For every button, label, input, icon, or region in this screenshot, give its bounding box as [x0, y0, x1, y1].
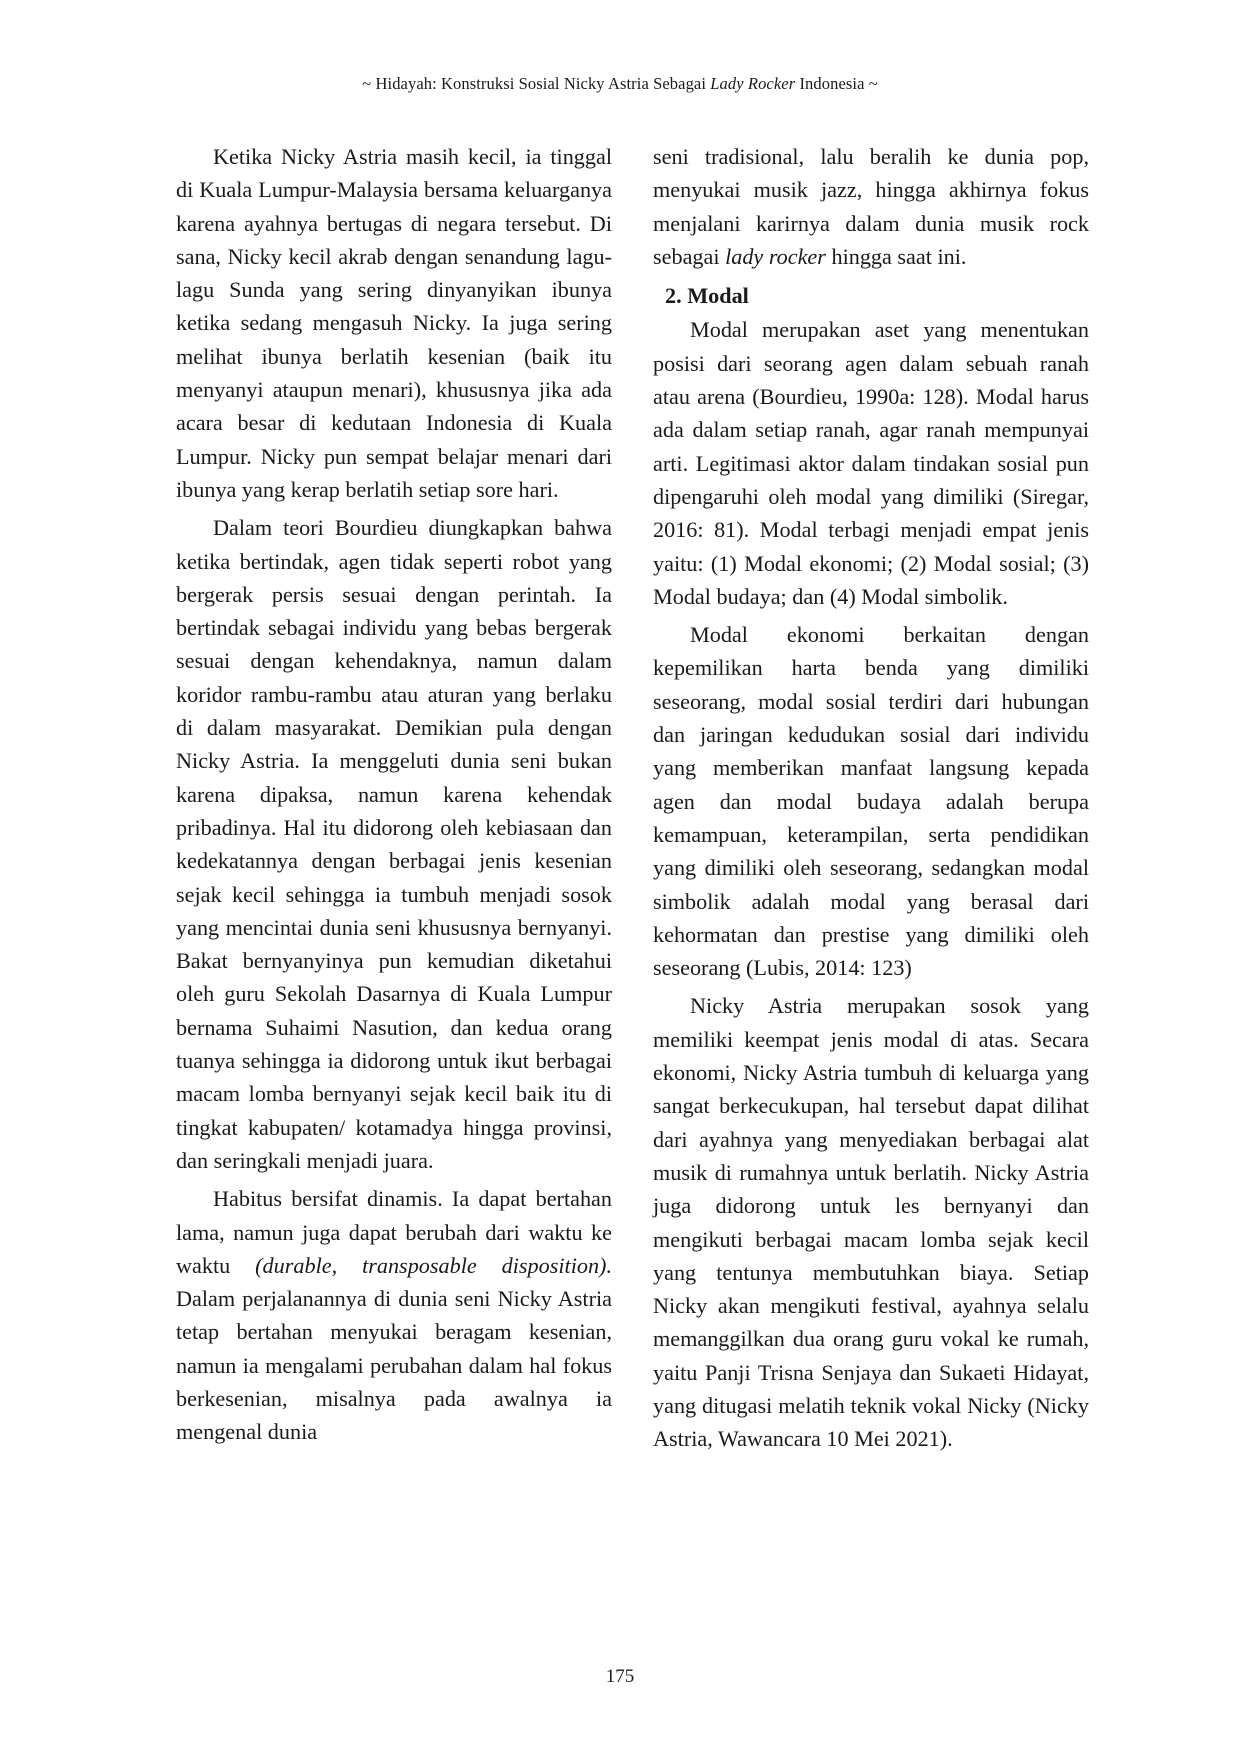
running-header — [0, 74, 1240, 94]
header-prefix: ~ Hidayah: Konstruksi Sosial Nicky Astria Sebagai — [362, 74, 711, 93]
left-paragraph-2: Dalam teori Bourdieu diungkapkan bahwa ketika bertindak, agen tidak seperti robot yang bergerak persis sesuai dengan perintah. Ia bertindak sebagai individu yang bebas bergerak sesuai dengan kehendaknya, namun dalam koridor rambu-rambu atau aturan yang berlaku di dalam masyarakat. Demikian pula dengan Nicky Astria. Ia menggeluti dunia seni bukan karena dipaksa, namun karena kehendak pribadinya. Hal itu didorong oleh kebiasaan dan kedekatannya dengan berbagai jenis kesenian sejak kecil sehingga ia tumbuh menjadi sosok yang mencintai dunia seni khususnya bernyanyi. Bakat bernyanyinya pun kemudian diketahui oleh guru Sekolah Dasarnya di Kuala Lumpur bernama Suhaimi Nasution, dan kedua orang tuanya sehingga ia didorong untuk ikut berbagai macam lomba bernyanyi sejak kecil baik itu di tingkat kabupaten/ kotamadya hingga provinsi, dan seringkali menjadi juara. — [176, 515, 612, 1173]
page-number: 175 — [605, 1666, 635, 1687]
right-paragraph-3: Nicky Astria merupakan sosok yang memiliki keempat jenis modal di atas. Secara ekonomi, Nicky Astria tumbuh di keluarga yang sangat berkecukupan, hal tersebut dapat dilihat dari ayahnya yang menyediakan berbagai alat musik di rumahnya untuk berlatih. Nicky Astria juga didorong untuk les bernyanyi dan mengikuti berbagai macam lomba sejak kecil yang tentunya membutuhkan biaya. Setiap Nicky akan mengikuti festival, ayahnya selalu memanggilkan dua orang guru vokal ke rumah, yaitu Panji Trisna Senjaya dan Sukaeti Hidayat, yang ditugasi melatih teknik vokal Nicky (Nicky Astria, Wawancara 10 Mei 2021). — [653, 993, 1089, 1452]
left-paragraph-3 — [176, 1182, 612, 1448]
right-paragraph-1: Modal merupakan aset yang menentukan posisi dari seorang agen dalam sebuah ranah atau arena (Bourdieu, 1990a: 128). Modal harus ada dalam setiap ranah, agar ranah mempunyai arti. Legitimasi aktor dalam tindakan sosial pun dipengaruhi oleh modal yang dimiliki (Siregar, 2016: 81). Modal terbagi menjadi empat jenis yaitu: (1) Modal ekonomi; (2) Modal sosial; (3) Modal budaya; dan (4) Modal simbolik. — [653, 317, 1089, 609]
right-column — [653, 140, 1089, 1456]
right-p0-italic: lady rocker — [725, 243, 826, 269]
section-heading-modal: 2. Modal — [665, 283, 749, 309]
left-column — [176, 140, 612, 1449]
left-p3-start: Habitus bersifat dinamis. Ia dapat bertahan lama, namun juga dapat berubah dari waktu ke waktu — [176, 1186, 612, 1278]
left-p3-end: Dalam perjalanannya di dunia seni Nicky Astria tetap bertahan menyukai beragam kesenian, namun ia mengalami perubahan dalam hal fokus berkesenian, misalnya pada awalnya ia mengenal dunia — [176, 1286, 612, 1445]
left-paragraph-1: Ketika Nicky Astria masih kecil, ia tinggal di Kuala Lumpur-Malaysia bersama keluarganya karena ayahnya bertugas di negara tersebut. Di sana, Nicky kecil akrab dengan senandung lagu-lagu Sunda yang sering dinyanyikan ibunya ketika sedang mengasuh Nicky. Ia juga sering melihat ibunya berlatih kesenian (baik itu menyanyi ataupun menari), khususnya jika ada acara besar di kedutaan Indonesia di Kuala Lumpur. Nicky pun sempat belajar menari dari ibunya yang kerap berlatih setiap sore hari. — [176, 144, 612, 502]
right-paragraph-continued — [653, 140, 1089, 273]
header-suffix: Indonesia ~ — [795, 74, 878, 93]
left-p3-italic: (durable, transposable disposition). — [255, 1252, 612, 1278]
right-p0-end: hingga saat ini. — [825, 243, 967, 269]
right-paragraph-2: Modal ekonomi berkaitan dengan kepemilikan harta benda yang dimiliki seseorang, modal sosial terdiri dari hubungan dan jaringan kedudukan sosial dari individu yang memberikan manfaat langsung kepada agen dan modal budaya adalah berupa kemampuan, keterampilan, serta pendidikan yang dimiliki oleh seseorang, sedangkan modal simbolik adalah modal yang berasal dari kehormatan dan prestise yang dimiliki oleh seseorang (Lubis, 2014: 123) — [653, 622, 1089, 981]
header-italic: Lady Rocker — [710, 74, 796, 93]
right-p0-start: seni tradisional, lalu beralih ke dunia pop, menyukai musik jazz, hingga akhirnya fokus menjalani karirnya dalam dunia musik rock sebagai — [653, 144, 1089, 269]
